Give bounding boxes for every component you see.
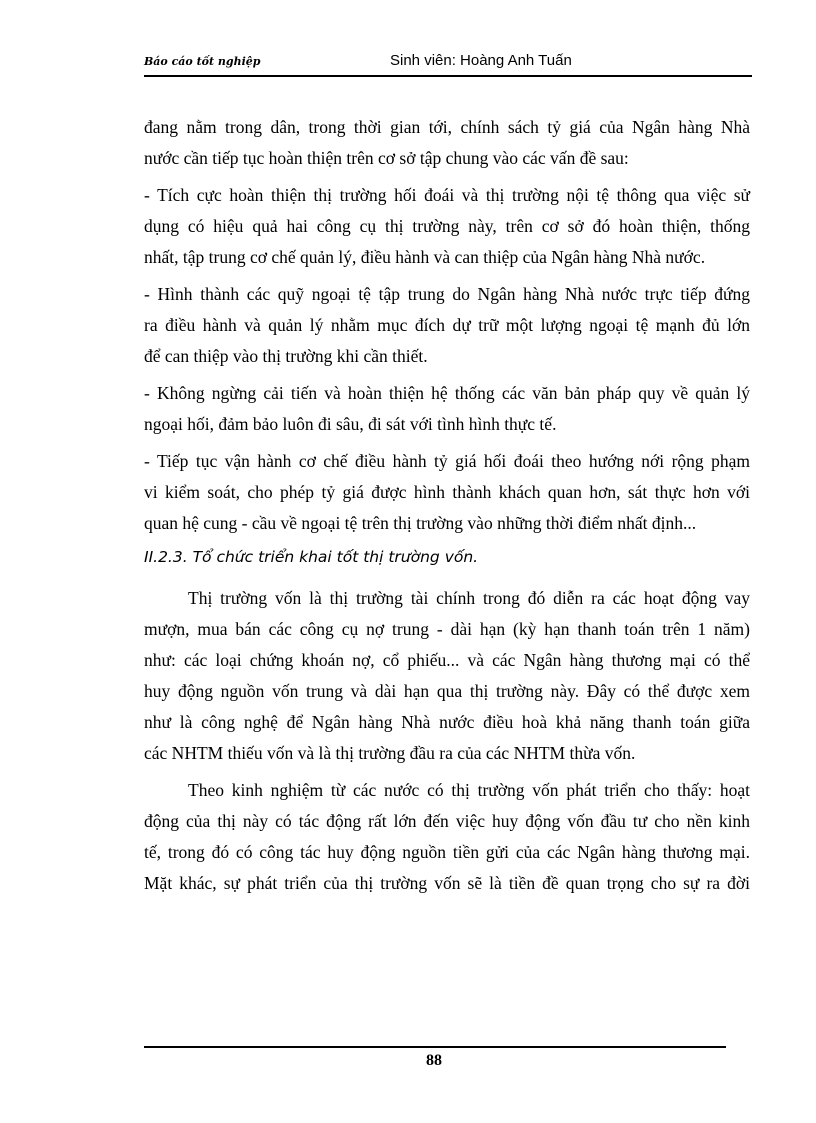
text-line: nước cần tiếp tục hoàn thiện trên cơ sở tập chung vào các vấn đề sau:	[144, 148, 629, 168]
paragraph-intro	[144, 112, 750, 174]
page-number: 88	[426, 1052, 442, 1069]
section-heading: II.2.3. Tổ chức triển khai tốt thị trường vốn.	[144, 548, 479, 566]
text-line: như: các loại chứng khoán nợ, cổ phiếu... và các Ngân hàng thương mại có thể	[144, 650, 750, 670]
text-line: vi kiểm soát, cho phép tỷ giá được hình thành khách quan hơn, sát thực hơn với	[144, 482, 750, 502]
paragraph-experience	[144, 775, 750, 899]
text-line: các NHTM thiếu vốn và là thị trường đầu ra của các NHTM thừa vốn.	[144, 743, 636, 763]
bullet-item-4	[144, 446, 750, 539]
text-line: Mặt khác, sự phát triển của thị trường vốn sẽ là tiền đề quan trọng cho sự ra đời	[144, 873, 750, 893]
text-line: quan hệ cung - cầu về ngoại tệ trên thị trường vào những thời điểm nhất định...	[144, 513, 697, 533]
header-report-title: Báo cáo tốt nghiệp	[144, 55, 261, 68]
text-line: dụng có hiệu quả hai công cụ thị trường này, trên cơ sở đó hoàn thiện, thống	[144, 216, 750, 236]
text-line: ngoại hối, đảm bảo luôn đi sâu, đi sát với tình hình thực tế.	[144, 414, 557, 434]
text-line: - Hình thành các quỹ ngoại tệ tập trung do Ngân hàng Nhà nước trực tiếp đứng	[144, 284, 750, 304]
paragraph-capital-market	[144, 583, 750, 769]
text-line: - Tiếp tục vận hành cơ chế điều hành tỷ giá hối đoái theo hướng nới rộng phạm	[144, 451, 750, 471]
text-line: ra điều hành và quản lý nhằm mục đích dự trữ một lượng ngoại tệ mạnh đủ lớn	[144, 315, 750, 335]
text-line: - Không ngừng cải tiến và hoàn thiện hệ thống các văn bản pháp quy về quản lý	[144, 383, 750, 403]
text-line: nhất, tập trung cơ chế quản lý, điều hành và can thiệp của Ngân hàng Nhà nước.	[144, 247, 706, 267]
text-line: đang nằm trong dân, trong thời gian tới, chính sách tỷ giá của Ngân hàng Nhà	[144, 117, 750, 137]
bullet-item-3	[144, 378, 750, 440]
text-line: để can thiệp vào thị trường khi cần thiết.	[144, 346, 428, 366]
text-line: - Tích cực hoàn thiện thị trường hối đoái và thị trường nội tệ thông qua việc sử	[144, 185, 750, 205]
header-student-name: Sinh viên: Hoàng Anh Tuấn	[390, 52, 572, 69]
footer-divider	[144, 1046, 726, 1048]
text-line: mượn, mua bán các công cụ nợ trung - dài hạn (kỳ hạn thanh toán trên 1 năm)	[144, 619, 750, 639]
bullet-item-2	[144, 279, 750, 372]
text-line: Theo kinh nghiệm từ các nước có thị trường vốn phát triển cho thấy: hoạt	[188, 780, 750, 800]
body-text	[144, 112, 750, 899]
text-line: như là công nghệ để Ngân hàng Nhà nước điều hoà khả năng thanh toán giữa	[144, 712, 750, 732]
text-line: Thị trường vốn là thị trường tài chính trong đó diễn ra các hoạt động vay	[188, 588, 750, 608]
bullet-item-1	[144, 180, 750, 273]
text-line: tế, trong đó có công tác huy động nguồn tiền gửi của các Ngân hàng thương mại.	[144, 842, 750, 862]
text-line: huy động nguồn vốn trung và dài hạn qua thị trường này. Đây có thể được xem	[144, 681, 750, 701]
header-divider	[144, 75, 752, 77]
text-line: động của thị này có tác động rất lớn đến việc huy động vốn đầu tư cho nền kinh	[144, 811, 750, 831]
